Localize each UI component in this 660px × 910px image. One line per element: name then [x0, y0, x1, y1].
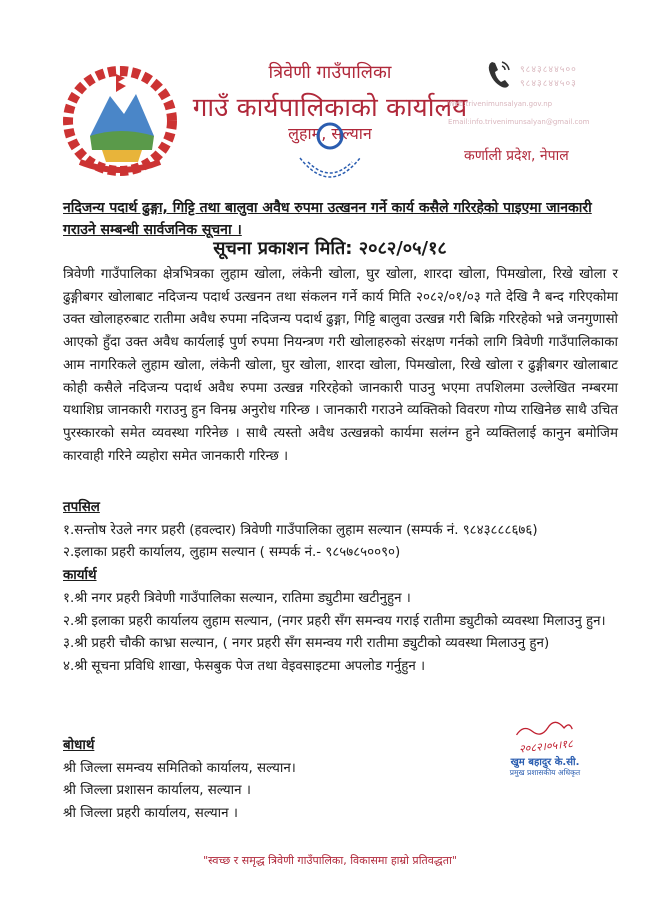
phone-number-1: ९८४३८४४५०० — [520, 65, 577, 75]
list-item: श्री जिल्ला समन्वय समितिको कार्यालय, सल्यान। — [63, 760, 296, 776]
bodhartha-section — [63, 735, 443, 826]
office-location: लुहाम, सल्यान — [288, 124, 372, 143]
signatory-name: खुम बहादुर के.सी. — [510, 757, 580, 768]
phone-icon — [486, 58, 514, 90]
office-name: गाउँ कार्यपालिकाको कार्यालय — [192, 93, 468, 123]
office-stamp — [290, 118, 370, 198]
list-item: ४.श्री सूचना प्रविधि शाखा, फेसबुक पेज तथा वेइवसाइटमा अपलोड गर्नुहुन । — [63, 658, 426, 674]
list-item: १.श्री नगर प्रहरी त्रिवेणी गाउँपालिका सल्यान, रातिमा ड्युटीमा खटीनुहुन । — [63, 590, 411, 606]
notice-body: त्रिवेणी गाउँपालिका क्षेत्रभित्रका लुहाम खोला, लंकेनी खोला, घुर खोला, शारदा खोला, पिमखोला, रिखे खोला र ढुङ्गीबगर खोलाबाट नदिजन्य पदार्थ उत्खनन तथा संकलन गर्ने कार्य मिति २०८२/०१/०३ गते देखि नै बन्द गरिएकोमा उक्त खोलाहरुबाट रातीमा अवैध रुपमा नदिजन्य पदार्थ ढुङ्गा, गिट्टि बालुवा उत्खन्न गरी बिक्रि गरिरहेको भन्ने जनगुणासो आएको हुँदा उक्त अवैध कार्यलाई पुर्ण रुपमा नियन्त्रण गरी खोलाहरुको संरक्षण गर्नको लागि त्रिवेणी गाउँपालिकाका आम नागरिकले लुहाम खोला, लंकेनी खोला, घुर खोला, शारदा खोला, पिमखोला, रिखे खोला र ढुङ्गीबगर खोलाबाट कोही कसैले नदिजन्य पदार्थ अवैध रुपमा उत्खन्न गरिरहेको जानकारी पाउनु भएमा तपशिलमा उल्लेखित नम्बरमा यथाशिघ्र जानकारी गराउनु हुन विनम्र अनुरोध गरिन्छ । जानकारी गराउने व्यक्तिको विवरण गोप्य राखिनेछ साथै उचित पुरस्कारको समेत व्यवस्था गरिनेछ । साथै त्यस्तो अवैध उत्खन्नको कार्यमा सलंग्न हुने व्यक्तिलाई कानुन बमोजिम कारवाही गरिने व्यहोरा समेत जानकारी गरिन्छ । — [63, 267, 618, 464]
list-item: २.श्री इलाका प्रहरी कार्यालय लुहाम सल्यान, (नगर प्रहरी सँग समन्वय गराई रातीमा ड्युटीको व्यवस्था मिलाउनु हुन। — [63, 613, 606, 629]
signature-block — [480, 722, 610, 778]
municipality-name: त्रिवेणी गाउँपालिका — [268, 62, 392, 83]
bodhartha-heading: बोधार्थ — [63, 738, 95, 753]
publication-date: सूचना प्रकाशन मिति: २०८२/०५/१८ — [213, 238, 447, 259]
email: Email:info.trivenimunsalyan@gmail.com — [448, 118, 590, 126]
footer-slogan: "स्वच्छ र समृद्ध त्रिवेणी गाउँपालिका, विकासमा हाम्रो प्रतिवद्धता" — [203, 854, 457, 867]
notice-title: नदिजन्य पदार्थ ढुङ्गा, गिट्टि तथा बालुवा अवैध रुपमा उत्खनन गर्ने कार्य कसैले गरिरहेको पाइएमा जानकारी गराउने सम्बन्धी सार्वजनिक सूचना । — [63, 200, 592, 238]
list-item: श्री जिल्ला प्रहरी कार्यालय, सल्यान । — [63, 806, 238, 822]
tapasil-heading: तपसिल — [63, 500, 100, 515]
website: Web:trivenimunsalyan.gov.np — [448, 100, 553, 108]
karyartha-heading: कार्यार्थ — [63, 568, 97, 584]
list-item: १.सन्तोष रेउले नगर प्रहरी (हवल्दार) त्रिवेणी गाउँपालिका लुहाम सल्यान (सम्पर्क नं. ९८४३८८८६७६) — [63, 522, 538, 538]
signatory-designation: प्रमुख प्रशासकीय अधिकृत — [509, 768, 581, 777]
phone-number-2: ९८४३८४४५०३ — [520, 79, 577, 89]
province: कर्णाली प्रदेश, नेपाल — [464, 148, 569, 164]
handwritten-signature: २०८२।०५।१८ — [479, 715, 612, 760]
list-item: श्री जिल्ला प्रशासन कार्यालय, सल्यान । — [63, 783, 251, 799]
list-item: २.इलाका प्रहरी कार्यालय, लुहाम सल्यान ( सम्पर्क नं.- ९८५७८५००९०) — [63, 545, 401, 561]
tapasil-section — [63, 497, 618, 679]
list-item: ३.श्री प्रहरी चौकी काभ्रा सल्यान, ( नगर प्रहरी सँग समन्वय गरी रातीमा ड्युटीको व्यवस्था मिलाउनु हुन) — [63, 636, 550, 652]
